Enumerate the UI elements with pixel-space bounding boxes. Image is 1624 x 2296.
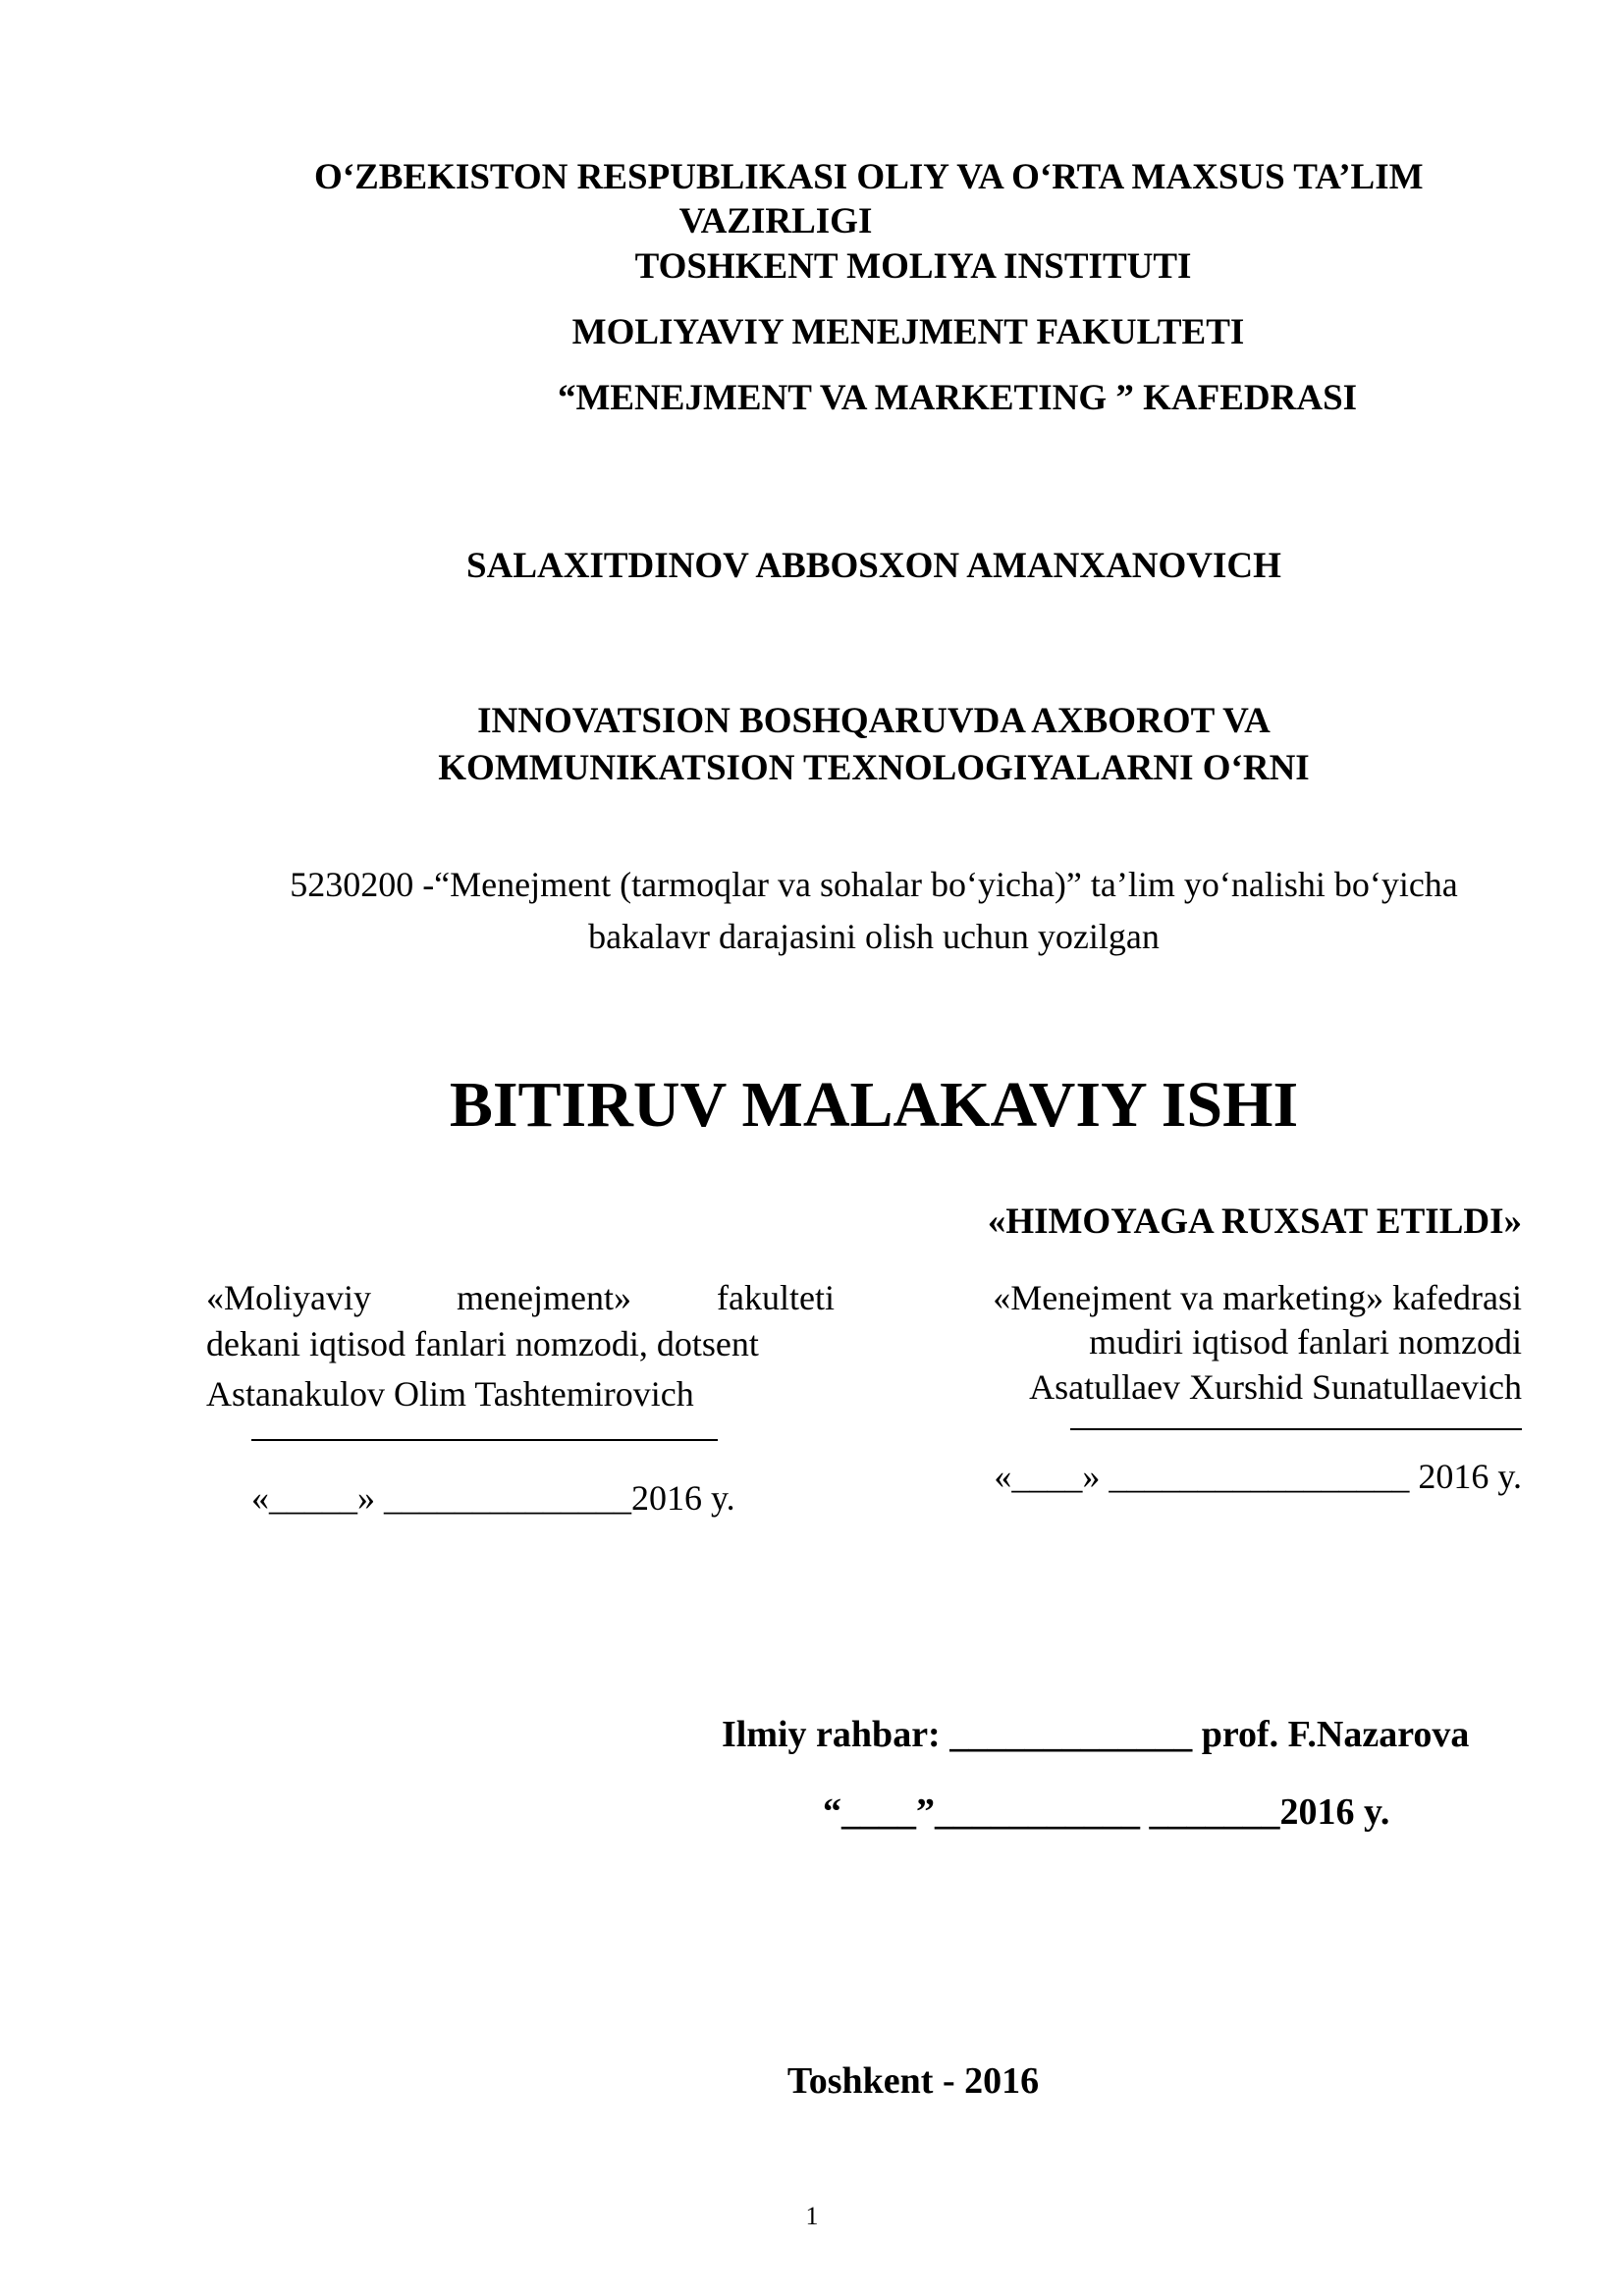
city-year: Toshkent - 2016 [786, 2060, 1040, 2102]
left-signatory-name: Astanakulov Olim Tashtemirovich [206, 1374, 694, 1414]
ministry-line-2: VAZIRLIGI [678, 201, 873, 241]
ministry-line-1: O‘ZBEKISTON RESPUBLIKASI OLIY VA O‘RTA MAXSUS TA’LIM [314, 157, 1424, 197]
page-number: 1 [805, 2202, 819, 2230]
right-signature-line [1070, 1428, 1522, 1430]
left-signature-line [251, 1439, 718, 1441]
faculty-name: MOLIYAVIY MENEJMENT FAKULTETI [571, 312, 1245, 352]
thesis-topic-line-2: KOMMUNIKATSION TEXNOLOGIYALARNI O‘RNI [438, 748, 1310, 788]
supervisor-line: Ilmiy rahbar: _____________ prof. F.Nazarova [722, 1714, 1470, 1755]
approval-heading: «HIMOYAGA RUXSAT ETILDI» [987, 1201, 1522, 1242]
right-signatory-name: Asatullaev Xurshid Sunatullaevich [1029, 1367, 1522, 1407]
institute-name: TOSHKENT MOLIYA INSTITUTI [634, 246, 1192, 287]
left-signatory-line-2: dekani iqtisod fanlari nomzodi, dotsent [206, 1324, 759, 1363]
left-signature-date: «_____» ______________2016 y. [251, 1478, 735, 1518]
document-title: BITIRUV MALAKAVIY ISHI [449, 1069, 1299, 1141]
student-name: SALAXITDINOV ABBOSXON AMANXANOVICH [466, 546, 1281, 586]
right-signatory-line-2: mudiri iqtisod fanlari nomzodi [1089, 1322, 1522, 1362]
supervisor-date: “____”___________ _______2016 y. [823, 1791, 1390, 1833]
right-signatory-line-1: «Menejment va marketing» kafedrasi [993, 1278, 1522, 1317]
thesis-topic-line-1: INNOVATSION BOSHQARUVDA AXBOROT VA [477, 701, 1271, 741]
right-signature-date: «____» _________________ 2016 y. [994, 1457, 1522, 1496]
department-name: “MENEJMENT VA MARKETING ” KAFEDRASI [557, 378, 1358, 418]
specialty-line-2: bakalavr darajasini olish uchun yozilgan [588, 917, 1160, 956]
left-signatory-line-1: «Moliyaviy menejment» fakulteti [206, 1278, 835, 1317]
specialty-line-1: 5230200 -“Menejment (tarmoqlar va sohalar bo‘yicha)” ta’lim yo‘nalishi bo‘yicha [290, 865, 1458, 904]
